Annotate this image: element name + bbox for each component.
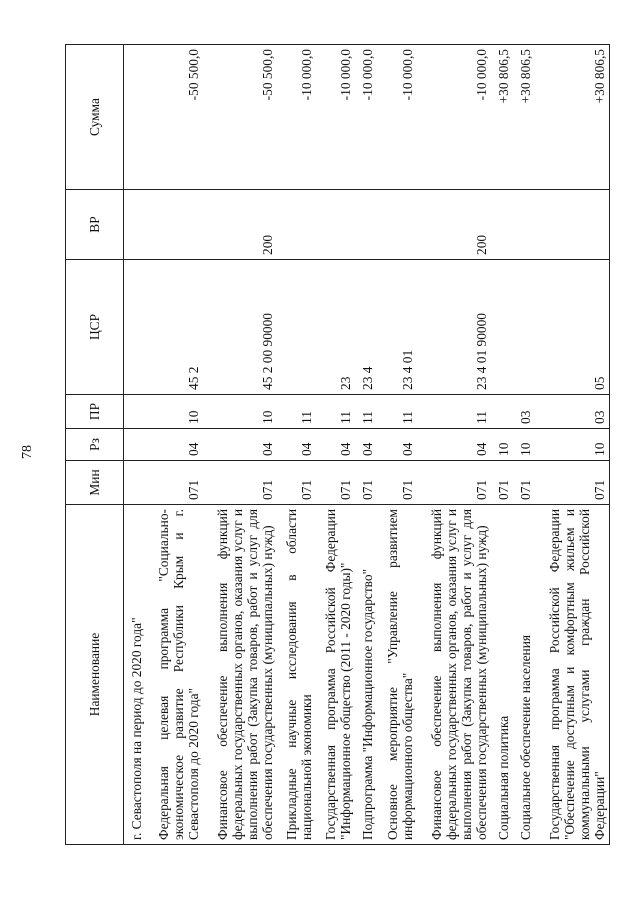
cell-rz: 04 xyxy=(316,429,355,461)
cell-rz: 10 xyxy=(535,429,610,461)
cell-csr xyxy=(491,260,513,395)
cell-sum: -10 000,0 xyxy=(316,45,355,190)
cell-pr: 11 xyxy=(377,395,416,429)
cell-min: 071 xyxy=(203,461,277,505)
header-rz: Рз xyxy=(66,429,124,461)
cell-rz: 04 xyxy=(355,429,377,461)
cell-min: 071 xyxy=(146,461,203,505)
header-pr: ПР xyxy=(66,395,124,429)
cell-pr xyxy=(124,395,147,429)
cell-name: Подпрограмма "Информационное государство" xyxy=(355,505,377,845)
budget-table xyxy=(65,44,610,845)
table-row xyxy=(203,45,277,845)
cell-sum: +30 806,5 xyxy=(491,45,513,190)
cell-vr: 200 xyxy=(203,190,277,260)
cell-min: 071 xyxy=(535,461,610,505)
cell-rz: 04 xyxy=(146,429,203,461)
cell-vr xyxy=(355,190,377,260)
header-row xyxy=(66,45,124,845)
page-number: 78 xyxy=(20,445,35,459)
header-vr: ВР xyxy=(66,190,124,260)
cell-min xyxy=(124,461,147,505)
cell-vr xyxy=(491,190,513,260)
cell-csr: 23 4 xyxy=(355,260,377,395)
cell-vr xyxy=(146,190,203,260)
cell-vr xyxy=(277,190,316,260)
cell-sum: +30 806,5 xyxy=(513,45,535,190)
cell-min: 071 xyxy=(491,461,513,505)
header-name: Наименование xyxy=(66,505,124,845)
table-row xyxy=(417,45,491,845)
cell-name: Социальная политика xyxy=(491,505,513,845)
cell-pr: 03 xyxy=(513,395,535,429)
cell-sum: -10 000,0 xyxy=(377,45,416,190)
cell-pr: 10 xyxy=(203,395,277,429)
rotated-table-container xyxy=(65,45,610,845)
cell-sum: -10 000,0 xyxy=(355,45,377,190)
cell-rz: 04 xyxy=(203,429,277,461)
cell-vr xyxy=(124,190,147,260)
cell-pr xyxy=(491,395,513,429)
cell-min: 071 xyxy=(513,461,535,505)
cell-min: 071 xyxy=(377,461,416,505)
cell-pr: 11 xyxy=(316,395,355,429)
cell-csr: 45 2 xyxy=(146,260,203,395)
cell-sum: -10 000,0 xyxy=(417,45,491,190)
table-body xyxy=(124,45,610,845)
cell-pr: 10 xyxy=(146,395,203,429)
cell-rz: 04 xyxy=(417,429,491,461)
cell-vr xyxy=(316,190,355,260)
cell-csr xyxy=(277,260,316,395)
cell-vr: 200 xyxy=(417,190,491,260)
cell-vr xyxy=(513,190,535,260)
cell-sum: -10 000,0 xyxy=(277,45,316,190)
table-row xyxy=(316,45,355,845)
cell-pr: 11 xyxy=(355,395,377,429)
cell-name: г. Севастополя на период до 2020 года" xyxy=(124,505,147,845)
table-row xyxy=(491,45,513,845)
cell-csr: 23 xyxy=(316,260,355,395)
cell-name: Государственная программа Российской Федерации "Информационное общество (2011 - 2020 годы)" xyxy=(316,505,355,845)
cell-min: 071 xyxy=(316,461,355,505)
cell-min: 071 xyxy=(277,461,316,505)
cell-rz: 04 xyxy=(277,429,316,461)
cell-pr: 11 xyxy=(277,395,316,429)
cell-csr: 23 4 01 xyxy=(377,260,416,395)
cell-vr xyxy=(377,190,416,260)
cell-csr xyxy=(124,260,147,395)
cell-name: Государственная программа Российской Федерации "Обеспечение доступным и комфортным жильем и коммунальными услугами граждан Российской Федерации" xyxy=(535,505,610,845)
cell-rz: 10 xyxy=(513,429,535,461)
cell-name: Финансовое обеспечение выполнения функций федеральных государственных органов, оказания услуг и выполнения работ (Закупка товаров, работ и услуг для обеспечения государственных (муниципальных) нужд) xyxy=(417,505,491,845)
table-row xyxy=(377,45,416,845)
cell-sum xyxy=(124,45,147,190)
cell-min: 071 xyxy=(417,461,491,505)
cell-csr: 05 xyxy=(535,260,610,395)
cell-pr: 11 xyxy=(417,395,491,429)
table-row xyxy=(146,45,203,845)
table-row xyxy=(513,45,535,845)
cell-rz: 04 xyxy=(377,429,416,461)
cell-sum: -50 500,0 xyxy=(203,45,277,190)
cell-rz xyxy=(124,429,147,461)
cell-name: Прикладные научные исследования в области национальной экономики xyxy=(277,505,316,845)
cell-rz: 10 xyxy=(491,429,513,461)
cell-vr xyxy=(535,190,610,260)
cell-sum: +30 806,5 xyxy=(535,45,610,190)
header-sum: Сумма xyxy=(66,45,124,190)
cell-pr: 03 xyxy=(535,395,610,429)
cell-csr: 45 2 00 90000 xyxy=(203,260,277,395)
table-row xyxy=(355,45,377,845)
cell-name: Основное мероприятие "Управление развитием информационного общества" xyxy=(377,505,416,845)
cell-csr: 23 4 01 90000 xyxy=(417,260,491,395)
table-row xyxy=(535,45,610,845)
cell-sum: -50 500,0 xyxy=(146,45,203,190)
cell-name: Социальное обеспечение населения xyxy=(513,505,535,845)
header-min: Мин xyxy=(66,461,124,505)
header-csr: ЦСР xyxy=(66,260,124,395)
cell-csr xyxy=(513,260,535,395)
cell-name: Финансовое обеспечение выполнения функций федеральных государственных органов, оказания услуг и выполнения работ (Закупка товаров, работ и услуг для обеспечения государственных (муниципальных) нужд) xyxy=(203,505,277,845)
cell-name: Федеральная целевая программа "Социально-экономическое развитие Республики Крым и г. Севастополя до 2020 года" xyxy=(146,505,203,845)
cell-min: 071 xyxy=(355,461,377,505)
table-row xyxy=(277,45,316,845)
table-row xyxy=(124,45,147,845)
